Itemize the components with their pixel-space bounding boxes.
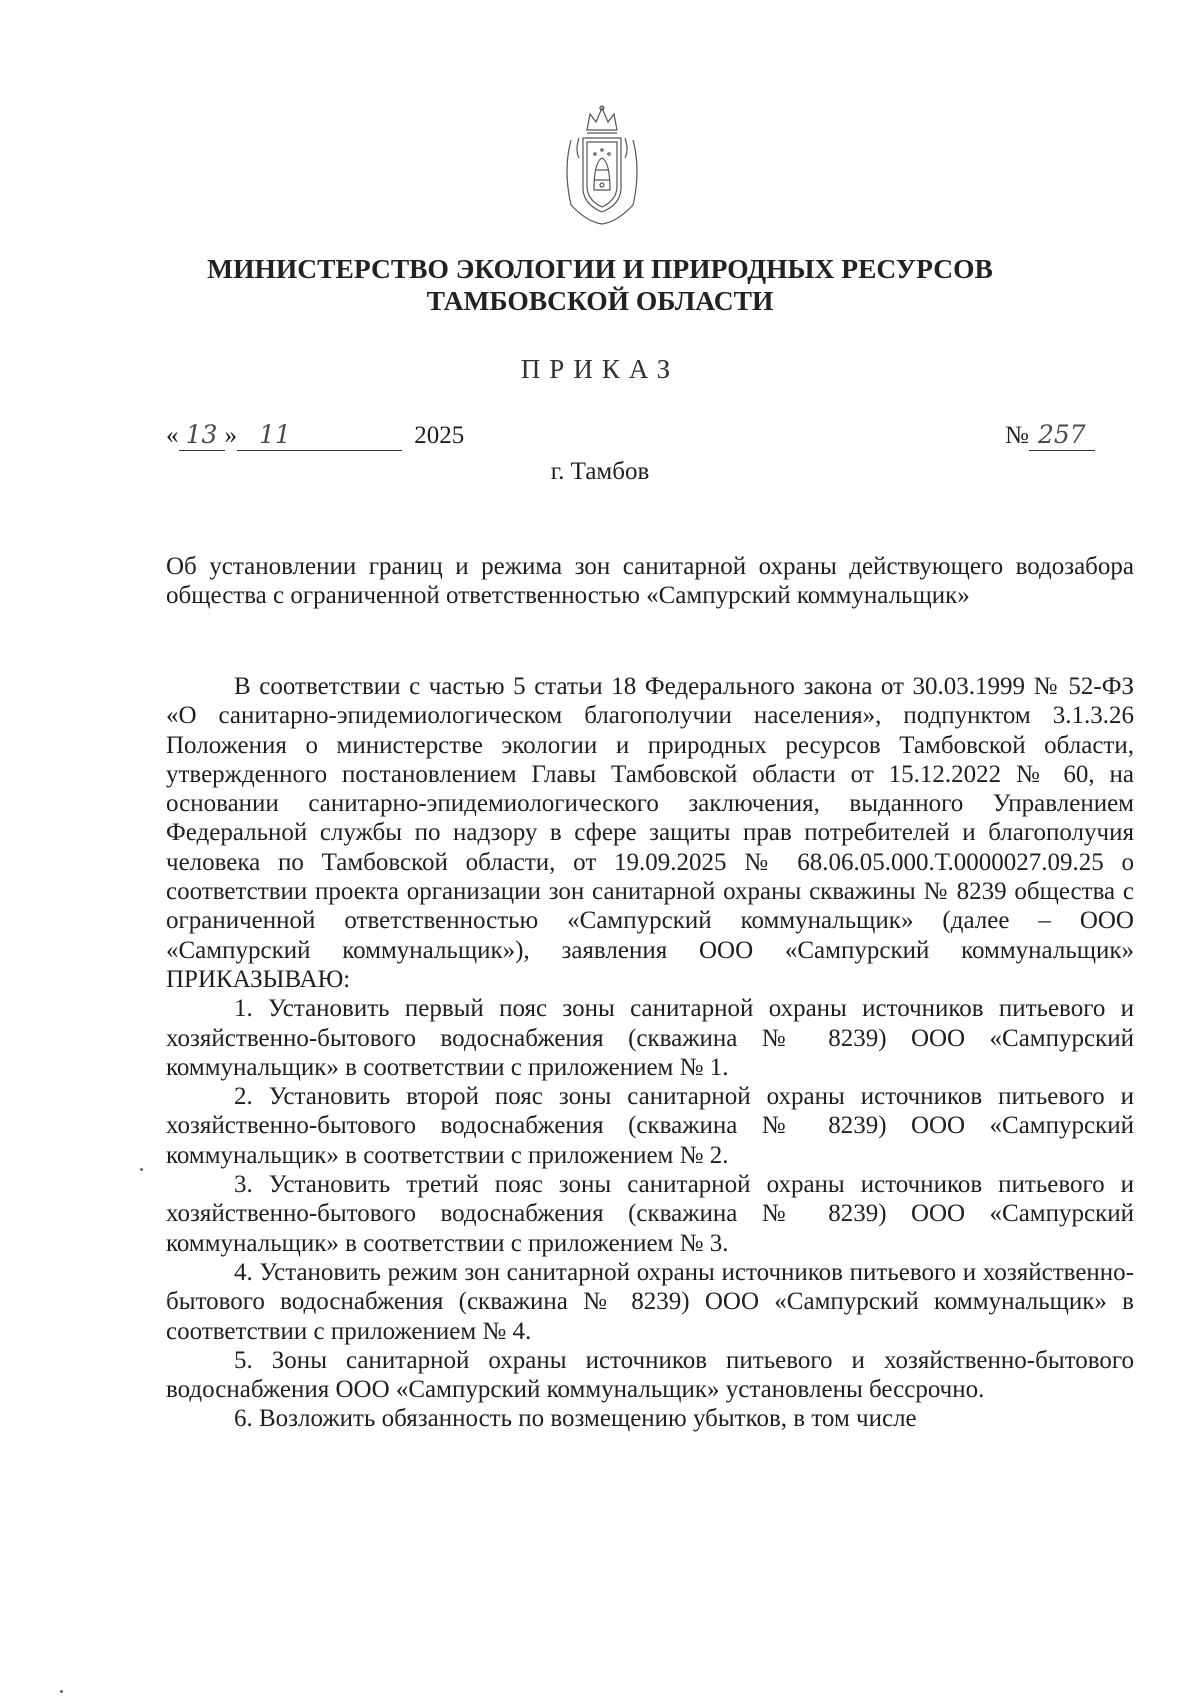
document-body (166, 672, 1134, 1434)
order-item-4: 4. Установить режим зон санитарной охраны источников питьевого и хозяйственно-бытового водоснабжения (скважина № 8239) ООО «Сампурский коммунальщик» в соответствии с приложением № 4. (166, 1258, 1134, 1345)
ministry-line-2: ТАМБОВСКОЙ ОБЛАСТИ (426, 285, 774, 316)
number-label: № (1005, 422, 1029, 449)
date-open-quote: « (166, 422, 179, 449)
coat-of-arms-icon (557, 100, 647, 230)
document-title: Об установлении границ и режима зон санитарной охраны действующего водозабора общества с ограниченной ответственностью «Сампурский коммунальщик» (166, 553, 1134, 609)
order-item-6: 6. Возложить обязанность по возмещению убытков, в том числе (234, 1405, 917, 1433)
document-city: г. Тамбов (550, 458, 650, 485)
preamble-paragraph: В соответствии с частью 5 статьи 18 Федерального закона от 30.03.1999 № 52-ФЗ «О санитарно-эпидемиологическом благополучии населения», подпунктом 3.1.3.26 Положения о министерстве экологии и природных ресурсов Тамбовской области, утвержденного постановлением Главы Тамбовской области от 15.12.2022 № 60, на основании санитарно-эпидемиологического заключения, выданного Управлением Федеральной службы по надзору в сфере защиты прав потребителей и благополучия человека по Тамбовской области, от 19.09.2025 № 68.06.05.000.Т.0000027.09.25 о соответствии проекта организации зон санитарной охраны скважины № 8239 общества с ограниченной ответственностью «Сампурский коммунальщик» (далее – ООО «Сампурский коммунальщик»), заявления ООО «Сампурский коммунальщик» ПРИКАЗЫВАЮ: (166, 673, 1134, 993)
scan-speck (60, 1690, 63, 1693)
date-year: 2025 (414, 422, 465, 449)
order-item-3: 3. Установить третий пояс зоны санитарной охраны источников питьевого и хозяйственно-бытового водоснабжения (скважина № 8239) ООО «Сампурский коммунальщик» в соответствии с приложением № 3. (166, 1171, 1134, 1257)
number-value: 257 (1038, 420, 1086, 449)
ministry-line-1: МИНИСТЕРСТВО ЭКОЛОГИИ И ПРИРОДНЫХ РЕСУРСОВ (207, 253, 993, 284)
scan-speck (140, 1168, 143, 1171)
order-item-5: 5. Зоны санитарной охраны источников питьевого и хозяйственно-бытового водоснабжения ООО «Сампурский коммунальщик» установлены бессрочно. (166, 1346, 1134, 1404)
document-type: ПРИКАЗ (520, 354, 680, 384)
date-close-quote: » (224, 422, 237, 449)
order-item-1: 1. Установить первый пояс зоны санитарной охраны источников питьевого и хозяйственно-бытового водоснабжения (скважина № 8239) ООО «Сампурский коммунальщик» в соответствии с приложением № 1. (166, 995, 1134, 1081)
document-date (166, 420, 464, 451)
document-number (1005, 420, 1095, 451)
date-month: 11 (259, 420, 291, 449)
date-day: 13 (185, 420, 218, 449)
order-item-2: 2. Установить второй пояс зоны санитарной охраны источников питьевого и хозяйственно-бытового водоснабжения (скважина № 8239) ООО «Сампурский коммунальщик» в соответствии с приложением № 2. (166, 1083, 1134, 1169)
ministry-heading (150, 253, 1050, 317)
